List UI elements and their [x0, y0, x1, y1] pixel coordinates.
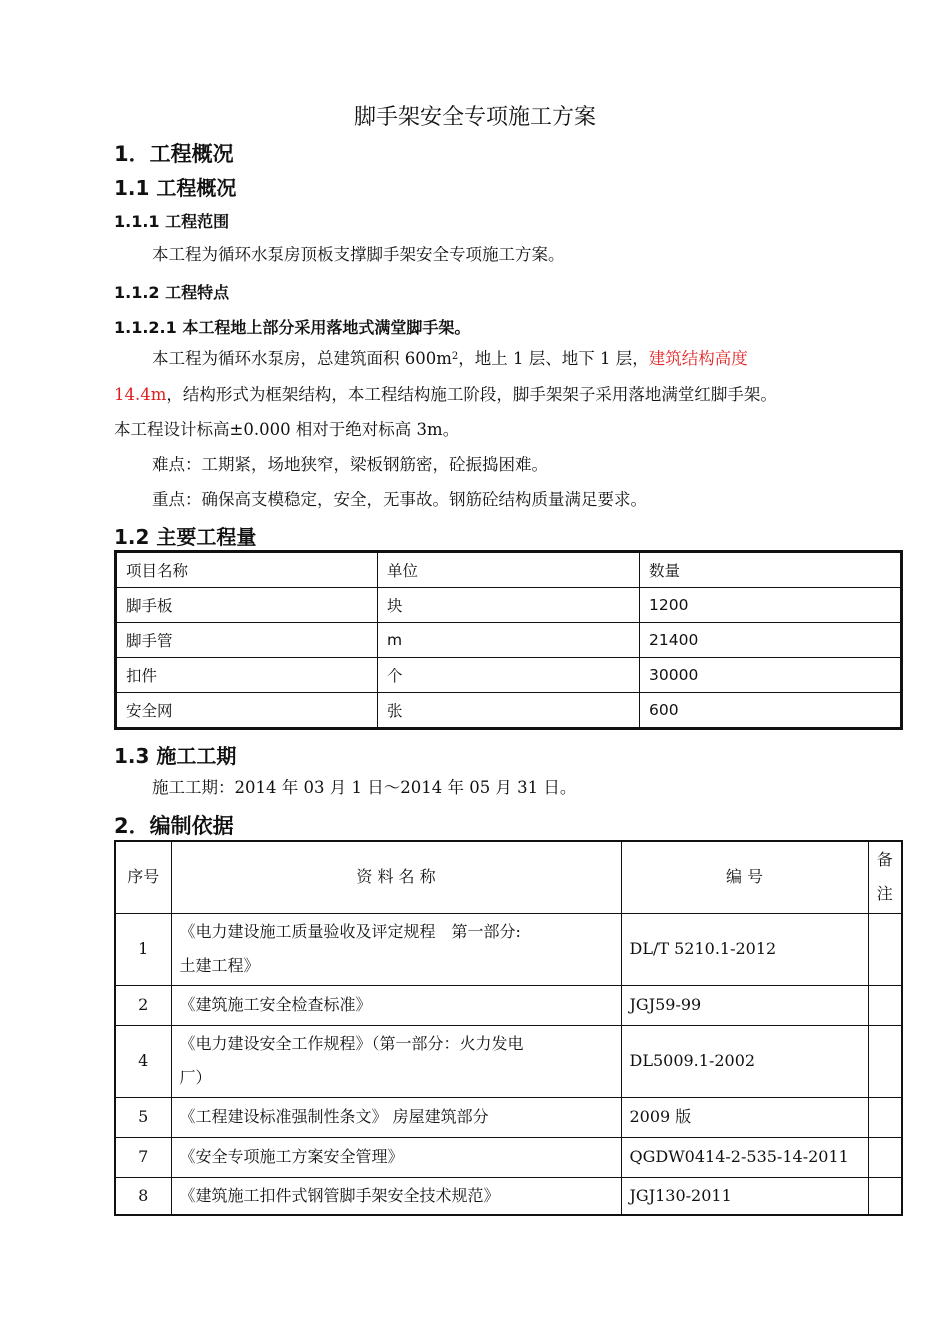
table-header-cell: 序号 — [115, 841, 171, 913]
table-cell-remarks — [868, 913, 902, 985]
table-cell: 安全网 — [116, 693, 378, 729]
table-cell: 脚手管 — [116, 623, 378, 658]
table-cell: 600 — [640, 693, 902, 729]
table-cell-code: JGJ130-2011 — [621, 1177, 868, 1215]
section-1-1-2-heading: 1.1.2 工程特点 — [114, 283, 230, 302]
table-row — [115, 1137, 902, 1177]
key-points-paragraph: 重点：确保高支模稳定，安全，无事故。钢筋砼结构质量满足要求。 — [152, 490, 647, 509]
section-1-1-1-heading: 1.1.1 工程范围 — [114, 212, 230, 231]
table-cell-no: 7 — [115, 1137, 171, 1177]
description-line-1 — [152, 349, 748, 369]
section-1-heading: 1．工程概况 — [114, 142, 234, 166]
table-cell-name: 《工程建设标准强制性条文》 房屋建筑部分 — [171, 1097, 621, 1137]
document-title: 脚手架安全专项施工方案 — [353, 105, 596, 130]
table-cell-remarks — [868, 1025, 902, 1097]
construction-period-paragraph: 施工工期：2014 年 03 月 1 日～2014 年 05 月 31 日。 — [152, 778, 577, 797]
table-row — [115, 1177, 902, 1215]
description-text-a: 本工程为循环水泵房，总建筑面积 600m — [152, 349, 452, 368]
table-row — [115, 1025, 902, 1097]
remarks-header-char-1: 备 — [876, 850, 893, 870]
description-line-3: 本工程设计标高±0.000 相对于绝对标高 3m。 — [114, 420, 460, 439]
table-cell-name: 《建筑施工安全检查标准》 — [171, 985, 621, 1025]
table-header-cell-remarks — [868, 841, 902, 913]
table-row — [116, 658, 902, 693]
name-line-2: 土建工程》 — [179, 956, 260, 975]
table-cell-remarks — [868, 1097, 902, 1137]
table-cell-code: DL/T 5210.1-2012 — [621, 913, 868, 985]
table-header-row — [116, 552, 902, 588]
table-cell: 个 — [378, 658, 640, 693]
table-header-cell: 编 号 — [621, 841, 868, 913]
remarks-header-char-2: 注 — [876, 884, 893, 904]
table-row — [116, 693, 902, 729]
table-cell-name: 《安全专项施工方案安全管理》 — [171, 1137, 621, 1177]
table-header-row — [115, 841, 902, 913]
table-cell: 21400 — [640, 623, 902, 658]
quantities-table — [114, 550, 903, 730]
table-cell-code: DL5009.1-2002 — [621, 1025, 868, 1097]
table-header-cell: 单位 — [378, 552, 640, 588]
table-header-cell: 项目名称 — [116, 552, 378, 588]
table-row — [116, 623, 902, 658]
table-row — [116, 588, 902, 623]
table-row — [115, 913, 902, 985]
name-line-2: 厂） — [179, 1068, 212, 1087]
table-cell: m — [378, 623, 640, 658]
table-cell: 脚手板 — [116, 588, 378, 623]
description-text-c: ，结构形式为框架结构，本工程结构施工阶段，脚手架架子采用落地满堂红脚手架。 — [166, 385, 777, 404]
section-1-3-heading: 1.3 施工工期 — [114, 744, 237, 768]
section-1-2-heading: 1.2 主要工程量 — [114, 525, 257, 549]
table-cell: 1200 — [640, 588, 902, 623]
table-header-cell: 数量 — [640, 552, 902, 588]
table-cell-remarks — [868, 985, 902, 1025]
name-line-1: 《电力建设安全工作规程》（第一部分：火力发电 — [179, 1034, 524, 1053]
table-cell: 块 — [378, 588, 640, 623]
table-cell-code: JGJ59-99 — [621, 985, 868, 1025]
area-superscript: 2 — [451, 351, 459, 362]
table-row — [115, 985, 902, 1025]
table-cell-remarks — [868, 1137, 902, 1177]
table-cell: 扣件 — [116, 658, 378, 693]
table-cell-no: 2 — [115, 985, 171, 1025]
description-text-b: ，地上 1 层、地下 1 层， — [458, 349, 649, 368]
scope-paragraph: 本工程为循环水泵房顶板支撑脚手架安全专项施工方案。 — [152, 245, 565, 264]
section-1-1-heading: 1.1 工程概况 — [114, 176, 237, 200]
table-cell-no: 4 — [115, 1025, 171, 1097]
table-cell: 张 — [378, 693, 640, 729]
highlighted-height-label: 建筑结构高度 — [648, 349, 748, 368]
table-cell-code: 2009 版 — [621, 1097, 868, 1137]
description-line-2 — [114, 385, 777, 405]
table-cell-code: QGDW0414-2-535-14-2011 — [621, 1137, 868, 1177]
table-cell: 30000 — [640, 658, 902, 693]
basis-table — [114, 840, 903, 1216]
table-cell-name — [171, 913, 621, 985]
table-cell-no: 8 — [115, 1177, 171, 1215]
section-1-1-2-1-heading: 1.1.2.1 本工程地上部分采用落地式满堂脚手架。 — [114, 318, 471, 337]
table-cell-no: 1 — [115, 913, 171, 985]
table-row — [115, 1097, 902, 1137]
table-cell-remarks — [868, 1177, 902, 1215]
table-cell-name: 《建筑施工扣件式钢管脚手架安全技术规范》 — [171, 1177, 621, 1215]
difficulty-paragraph: 难点：工期紧，场地狭窄，梁板钢筋密，砼振捣困难。 — [152, 455, 548, 474]
highlighted-height-value: 14.4m — [114, 385, 167, 404]
table-cell-no: 5 — [115, 1097, 171, 1137]
table-header-cell: 资 料 名 称 — [171, 841, 621, 913]
table-cell-name — [171, 1025, 621, 1097]
name-line-1: 《电力建设施工质量验收及评定规程 第一部分: — [179, 922, 521, 941]
section-2-heading: 2．编制依据 — [114, 814, 234, 838]
